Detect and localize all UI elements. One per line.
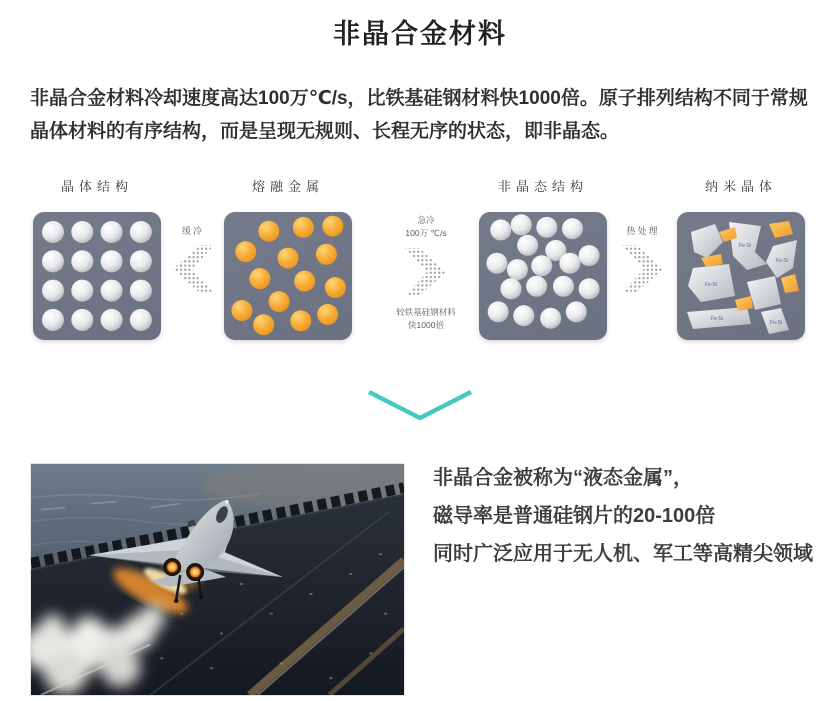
arrow-rapid-cooling-label4: 快1000倍 <box>408 320 444 330</box>
amorphous-dots-icon <box>479 212 607 340</box>
intro-paragraph: 非晶合金材料冷却速度高达100万℃/s，比铁基硅钢材料快1000倍。原子排列结构不同于常规晶体材料的有序结构，而是呈现无规则、长程无序的状态，即非晶态。 <box>30 88 808 142</box>
chevron-right-icon <box>404 246 448 298</box>
arrow-rapid-cooling <box>368 214 484 332</box>
amorphous-structure-graphic <box>479 212 607 340</box>
process-diagram <box>0 176 840 376</box>
molten-dots-icon <box>224 212 352 340</box>
svg-text:Fe-Si: Fe-Si <box>770 320 782 326</box>
svg-text:Fe-Si: Fe-Si <box>711 316 723 322</box>
footer-text-block <box>433 459 823 573</box>
crystal-structure-graphic <box>33 212 161 340</box>
footer-line-2: 磁导率是普通硅钢片的20-100倍 <box>433 505 716 527</box>
footer-line-1: 非晶合金被称为“液态金属”， <box>433 467 693 489</box>
svg-text:Fe-Si: Fe-Si <box>776 258 788 264</box>
arrow-rapid-cooling-label1: 急冷 <box>417 215 435 225</box>
panel-title-nanocrystal: 纳米晶体 <box>704 179 777 194</box>
panel-molten-metal <box>224 176 352 340</box>
panel-title-amorphous: 非晶态结构 <box>497 179 588 194</box>
page-title: 非晶合金材料 <box>333 19 507 49</box>
chevron-right-icon <box>621 243 665 295</box>
arrow-slow-cooling <box>163 224 223 295</box>
arrow-rapid-cooling-label3: 较铁基硅钢材料 <box>396 307 456 317</box>
footer-line-3: 同时广泛应用于无人机、军工等高精尖领域 <box>433 543 813 565</box>
arrow-slow-cooling-label: 缓冷 <box>181 226 204 236</box>
molten-metal-graphic <box>224 212 352 340</box>
chevron-left-icon <box>171 243 215 295</box>
section-divider <box>365 386 475 428</box>
arrow-heat-treatment-label: 热处理 <box>626 226 660 236</box>
carrier-jet-photo <box>30 463 405 696</box>
chevron-down-icon <box>365 386 475 428</box>
panel-crystal-structure <box>33 176 161 340</box>
nanocrystal-graphic <box>677 212 805 340</box>
panel-title-molten: 熔融金属 <box>251 179 324 194</box>
nanocrystal-flakes-icon <box>677 212 805 340</box>
arrow-rapid-cooling-label2: 100万 ℃/s <box>405 228 447 238</box>
arrow-heat-treatment <box>611 224 675 295</box>
panel-amorphous-structure <box>479 176 607 340</box>
crystal-dots-icon <box>33 212 161 340</box>
panel-nanocrystal <box>677 176 805 340</box>
panel-title-crystal: 晶体结构 <box>60 179 133 194</box>
svg-text:Fe-Si: Fe-Si <box>739 243 751 249</box>
svg-text:Fe-Si: Fe-Si <box>705 282 717 288</box>
